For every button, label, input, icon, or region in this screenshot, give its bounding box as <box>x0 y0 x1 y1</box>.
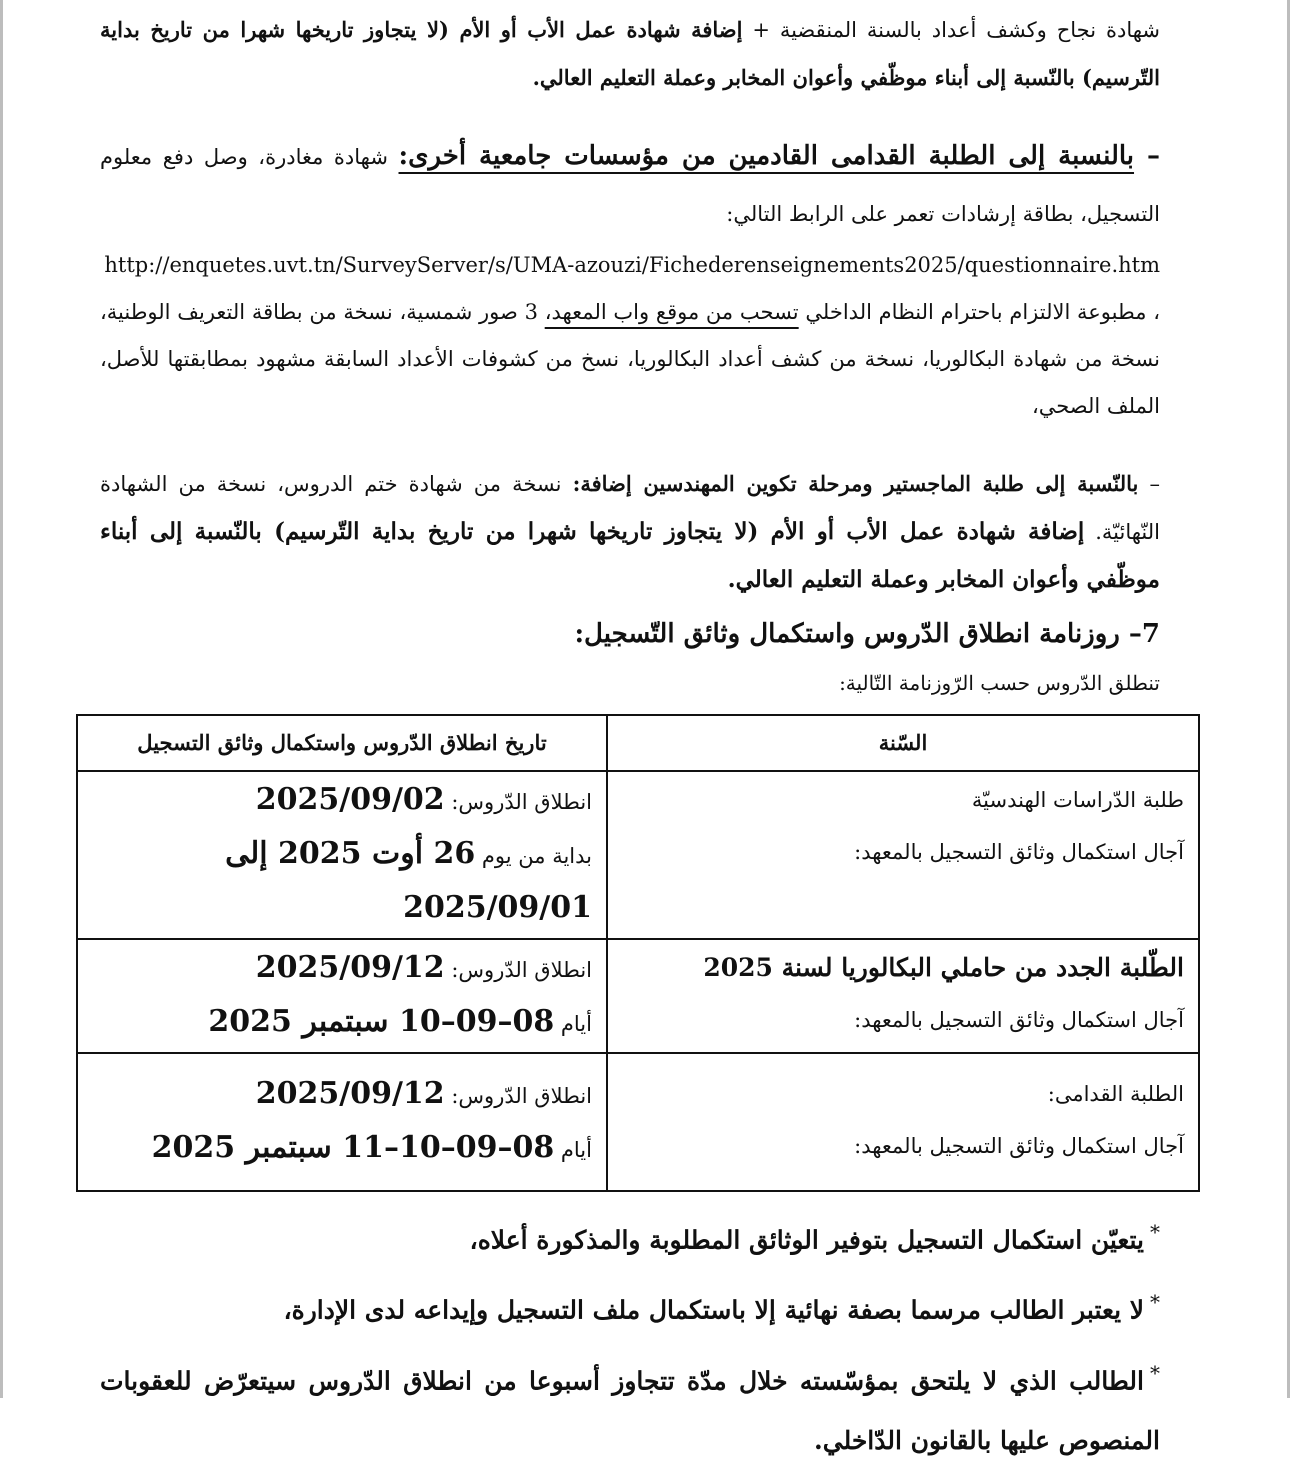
table-row <box>77 771 1199 939</box>
former-students-heading: بالنسبة إلى الطلبة القدامى القادمين من مؤسسات جامعية أخرى: <box>398 141 1135 171</box>
note-item <box>100 1272 1160 1340</box>
table-cell-dates <box>77 1053 607 1191</box>
deadline-value: 08–09–10 سبتمبر 2025 <box>208 1004 555 1039</box>
table-row <box>77 1053 1199 1191</box>
note-text: الطالب الذي لا يلتحق بمؤسّسته خلال مدّة تتجاوز أسبوعا من انطلاق الدّروس سيتعرّض للعقوبات المنصوص عليها بالقانون الدّاخلي. <box>100 1365 1160 1455</box>
master-students-bold-text: إضافة شهادة عمل الأب أو الأم (لا يتجاوز تاريخها شهرا من تاريخ بداية التّرسيم) بالنّسبة إلى أبناء موظّفي وأعوان المخابر وعملة التعليم العالي. <box>100 518 1160 593</box>
master-students-text: نسخة من شهادة ختم الدروس، نسخة من الشهادة النّهائيّة. <box>100 472 1160 544</box>
master-students-paragraph <box>100 460 1160 604</box>
year-label: الطّلبة الجدد من حاملي البكالوريا لسنة 2025 <box>703 953 1184 982</box>
deadline-prefix: بداية من يوم <box>475 844 592 868</box>
deadline-prefix: أيام <box>554 1012 592 1036</box>
website-underlined-text: تسحب من موقع واب المعهد، <box>544 300 799 324</box>
table-header-dates: تاريخ انطلاق الدّروس واستكمال وثائق التسجيل <box>77 715 607 771</box>
table-cell-dates <box>77 771 607 939</box>
page-border-left <box>0 0 3 1398</box>
asterisk-marker: * <box>1150 1290 1160 1315</box>
former-students-text: شهادة مغادرة، وصل دفع معلوم التسجيل، بطاقة إرشادات تعمر على الرابط التالي: <box>100 145 1160 226</box>
asterisk-marker: * <box>1150 1220 1160 1244</box>
section-7-intro: تنطلق الدّروس حسب الرّوزنامة التّالية: <box>839 671 1160 695</box>
start-date: 2025/09/12 <box>255 1076 445 1111</box>
note-item <box>100 1202 1160 1270</box>
deadline-label: آجال استكمال وثائق التسجيل بالمعهد: <box>854 840 1184 864</box>
former-students-paragraph <box>100 242 1160 430</box>
deadline-label: آجال استكمال وثائق التسجيل بالمعهد: <box>854 1134 1184 1158</box>
asterisk-marker: * <box>1150 1360 1160 1385</box>
former-students-heading-line <box>100 128 1160 242</box>
former-students-text-2: ، مطبوعة الالتزام باحترام النظام الداخلي <box>798 300 1160 324</box>
table-header-row <box>77 715 1199 771</box>
paragraph-text: شهادة نجاح وكشف أعداد بالسنة المنقضية + <box>742 18 1160 42</box>
start-date: 2025/09/02 <box>255 782 445 817</box>
year-label: الطلبة القدامى: <box>1047 1082 1184 1106</box>
table-cell-year <box>607 1053 1199 1191</box>
note-text: يتعيّن استكمال التسجيل بتوفير الوثائق المطلوبة والمذكورة أعلاه، <box>469 1225 1144 1255</box>
paragraph-required-documents <box>100 6 1160 102</box>
table-cell-year <box>607 939 1199 1053</box>
master-students-heading: بالنّسبة إلى طلبة الماجستير ومرحلة تكوين المهندسين إضافة: <box>572 471 1139 496</box>
deadline-value: 08–09–10–11 سبتمبر 2025 <box>151 1130 555 1165</box>
table-header-year: السّنة <box>607 715 1199 771</box>
deadline-label: آجال استكمال وثائق التسجيل بالمعهد: <box>854 1008 1184 1032</box>
notes-list <box>100 1202 1160 1471</box>
table-cell-dates <box>77 939 607 1053</box>
calendar-table <box>76 714 1200 1192</box>
table-row <box>77 939 1199 1053</box>
start-label: انطلاق الدّروس: <box>444 1084 592 1108</box>
note-text: لا يعتبر الطالب مرسما بصفة نهائية إلا باستكمال ملف التسجيل وإيداعه لدى الإدارة، <box>283 1295 1144 1325</box>
deadline-value: 26 أوت 2025 إلى 2025/09/01 <box>225 836 592 925</box>
start-label: انطلاق الدّروس: <box>444 958 592 982</box>
start-label: انطلاق الدّروس: <box>444 790 592 814</box>
bullet-dash: – <box>1138 472 1160 496</box>
paragraph-bold-text: إضافة شهادة عمل الأب أو الأم (لا يتجاوز تاريخها شهرا من تاريخ بداية التّرسيم) بالنّسبة إلى أبناء موظّفي وأعوان المخابر وعملة التعليم العالي. <box>100 17 1160 90</box>
table-cell-year <box>607 771 1199 939</box>
start-date: 2025/09/12 <box>255 950 445 985</box>
bullet-dash: – <box>1134 141 1160 171</box>
deadline-prefix: أيام <box>554 1138 592 1162</box>
document-page <box>100 6 1184 1471</box>
year-label: طلبة الدّراسات الهندسيّة <box>971 788 1184 812</box>
former-students-text-3: 3 صور شمسية، نسخة من بطاقة التعريف الوطنية، نسخة من شهادة البكالوريا، نسخة من كشف أعداد البكالوريا، نسخ من كشوفات الأعداد السابقة مشهود بمطابقتها للأصل، الملف الصحي، <box>100 300 1160 418</box>
section-7-title: 7– روزنامة انطلاق الدّروس واستكمال وثائق التّسجيل: <box>574 619 1160 649</box>
survey-link[interactable]: http://enquetes.uvt.tn/SurveyServer/s/UMA-azouzi/Fichederenseignements2025/questionnaire.htm <box>104 253 1160 277</box>
note-item <box>100 1343 1160 1471</box>
